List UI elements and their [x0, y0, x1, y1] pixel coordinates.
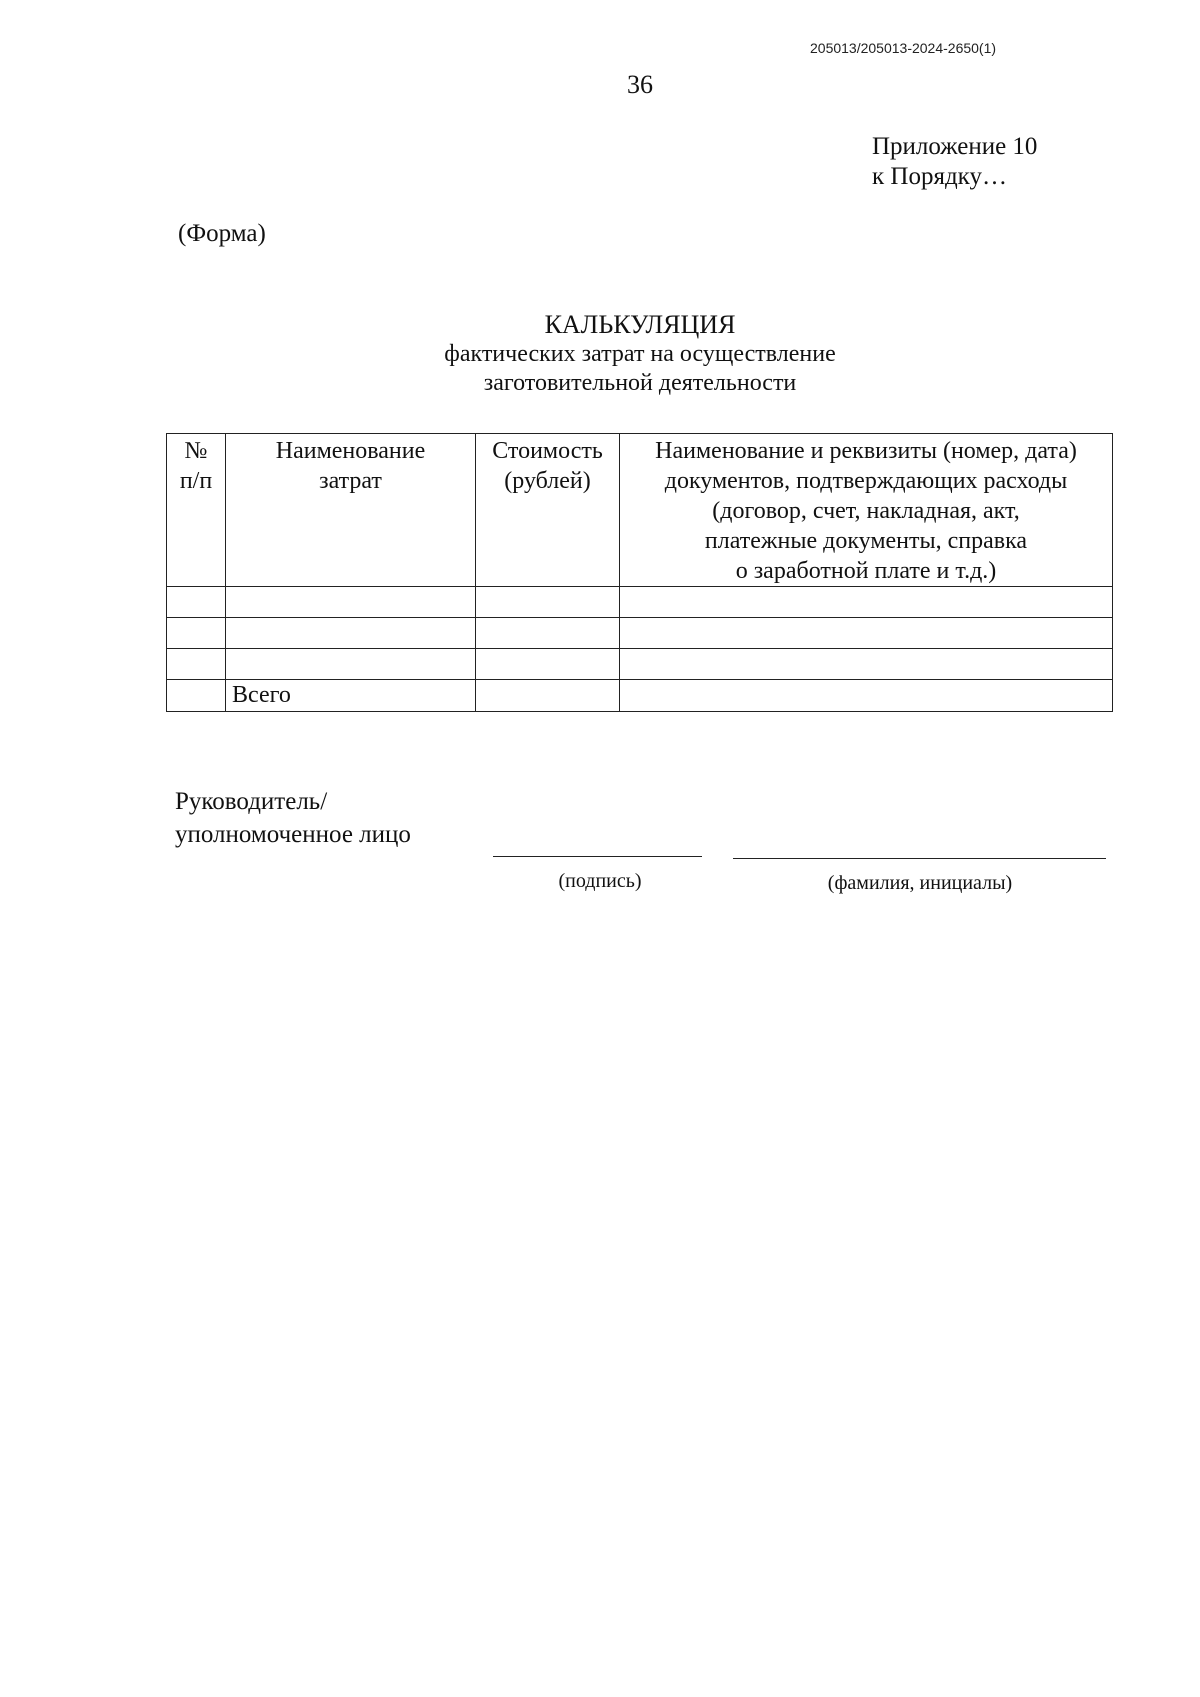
column-header-documents — [620, 434, 1113, 587]
header-line: п/п — [179, 468, 213, 494]
table-cell[interactable] — [167, 618, 226, 649]
header-line: затрат — [319, 468, 382, 494]
table-row — [167, 618, 1113, 649]
header-line: Наименование и реквизиты (номер, дата) — [655, 438, 1077, 464]
header-line: платежные документы, справка — [704, 528, 1028, 554]
title-subline: фактических затрат на осуществление — [444, 341, 836, 367]
table-header-row — [167, 434, 1113, 587]
header-line: (договор, счет, накладная, акт, — [712, 498, 1020, 524]
table-cell[interactable] — [226, 649, 476, 680]
table-cell[interactable] — [620, 649, 1113, 680]
header-line: Наименование — [275, 438, 426, 464]
title-main: КАЛЬКУЛЯЦИЯ — [544, 310, 736, 339]
table-cell[interactable] — [167, 649, 226, 680]
column-header-number — [167, 434, 226, 587]
table-cell[interactable] — [476, 618, 620, 649]
title-subline: заготовительной деятельности — [483, 370, 797, 396]
table-row — [167, 587, 1113, 618]
signer-role-line: Руководитель/ — [175, 788, 328, 815]
header-line: о заработной плате и т.д.) — [735, 558, 997, 584]
header-line: № — [184, 438, 208, 464]
table-cell[interactable] — [167, 587, 226, 618]
total-cost-cell[interactable] — [476, 680, 620, 712]
table-total-row — [167, 680, 1113, 712]
table-cell[interactable] — [226, 587, 476, 618]
table-cell[interactable] — [620, 680, 1113, 712]
table-cell[interactable] — [476, 587, 620, 618]
column-header-cost-value — [476, 434, 620, 587]
table-cell[interactable] — [620, 587, 1113, 618]
signer-role — [175, 785, 411, 851]
appendix-reference — [872, 132, 1037, 192]
page-number: 36 — [627, 70, 653, 99]
total-label: Всего — [226, 680, 476, 712]
document-title — [380, 310, 900, 398]
cost-table — [166, 433, 1113, 712]
signature-line[interactable] — [493, 856, 702, 857]
table-cell[interactable] — [620, 618, 1113, 649]
form-label: (Форма) — [178, 220, 266, 247]
name-caption: (фамилия, инициалы) — [827, 872, 1013, 894]
appendix-line: к Порядку… — [872, 163, 1007, 190]
signature-caption: (подпись) — [558, 870, 642, 892]
table-cell[interactable] — [476, 649, 620, 680]
header-line: Стоимость — [492, 438, 603, 464]
table-cell[interactable] — [167, 680, 226, 712]
table-row — [167, 649, 1113, 680]
table-cell[interactable] — [226, 618, 476, 649]
document-id: 205013/205013-2024-2650(1) — [810, 40, 997, 56]
name-line[interactable] — [733, 858, 1106, 859]
header-line: документов, подтверждающих расходы — [664, 468, 1068, 494]
column-header-cost-name — [226, 434, 476, 587]
signer-role-line: уполномоченное лицо — [175, 821, 411, 848]
header-line: (рублей) — [504, 468, 591, 494]
appendix-line: Приложение 10 — [872, 133, 1038, 160]
